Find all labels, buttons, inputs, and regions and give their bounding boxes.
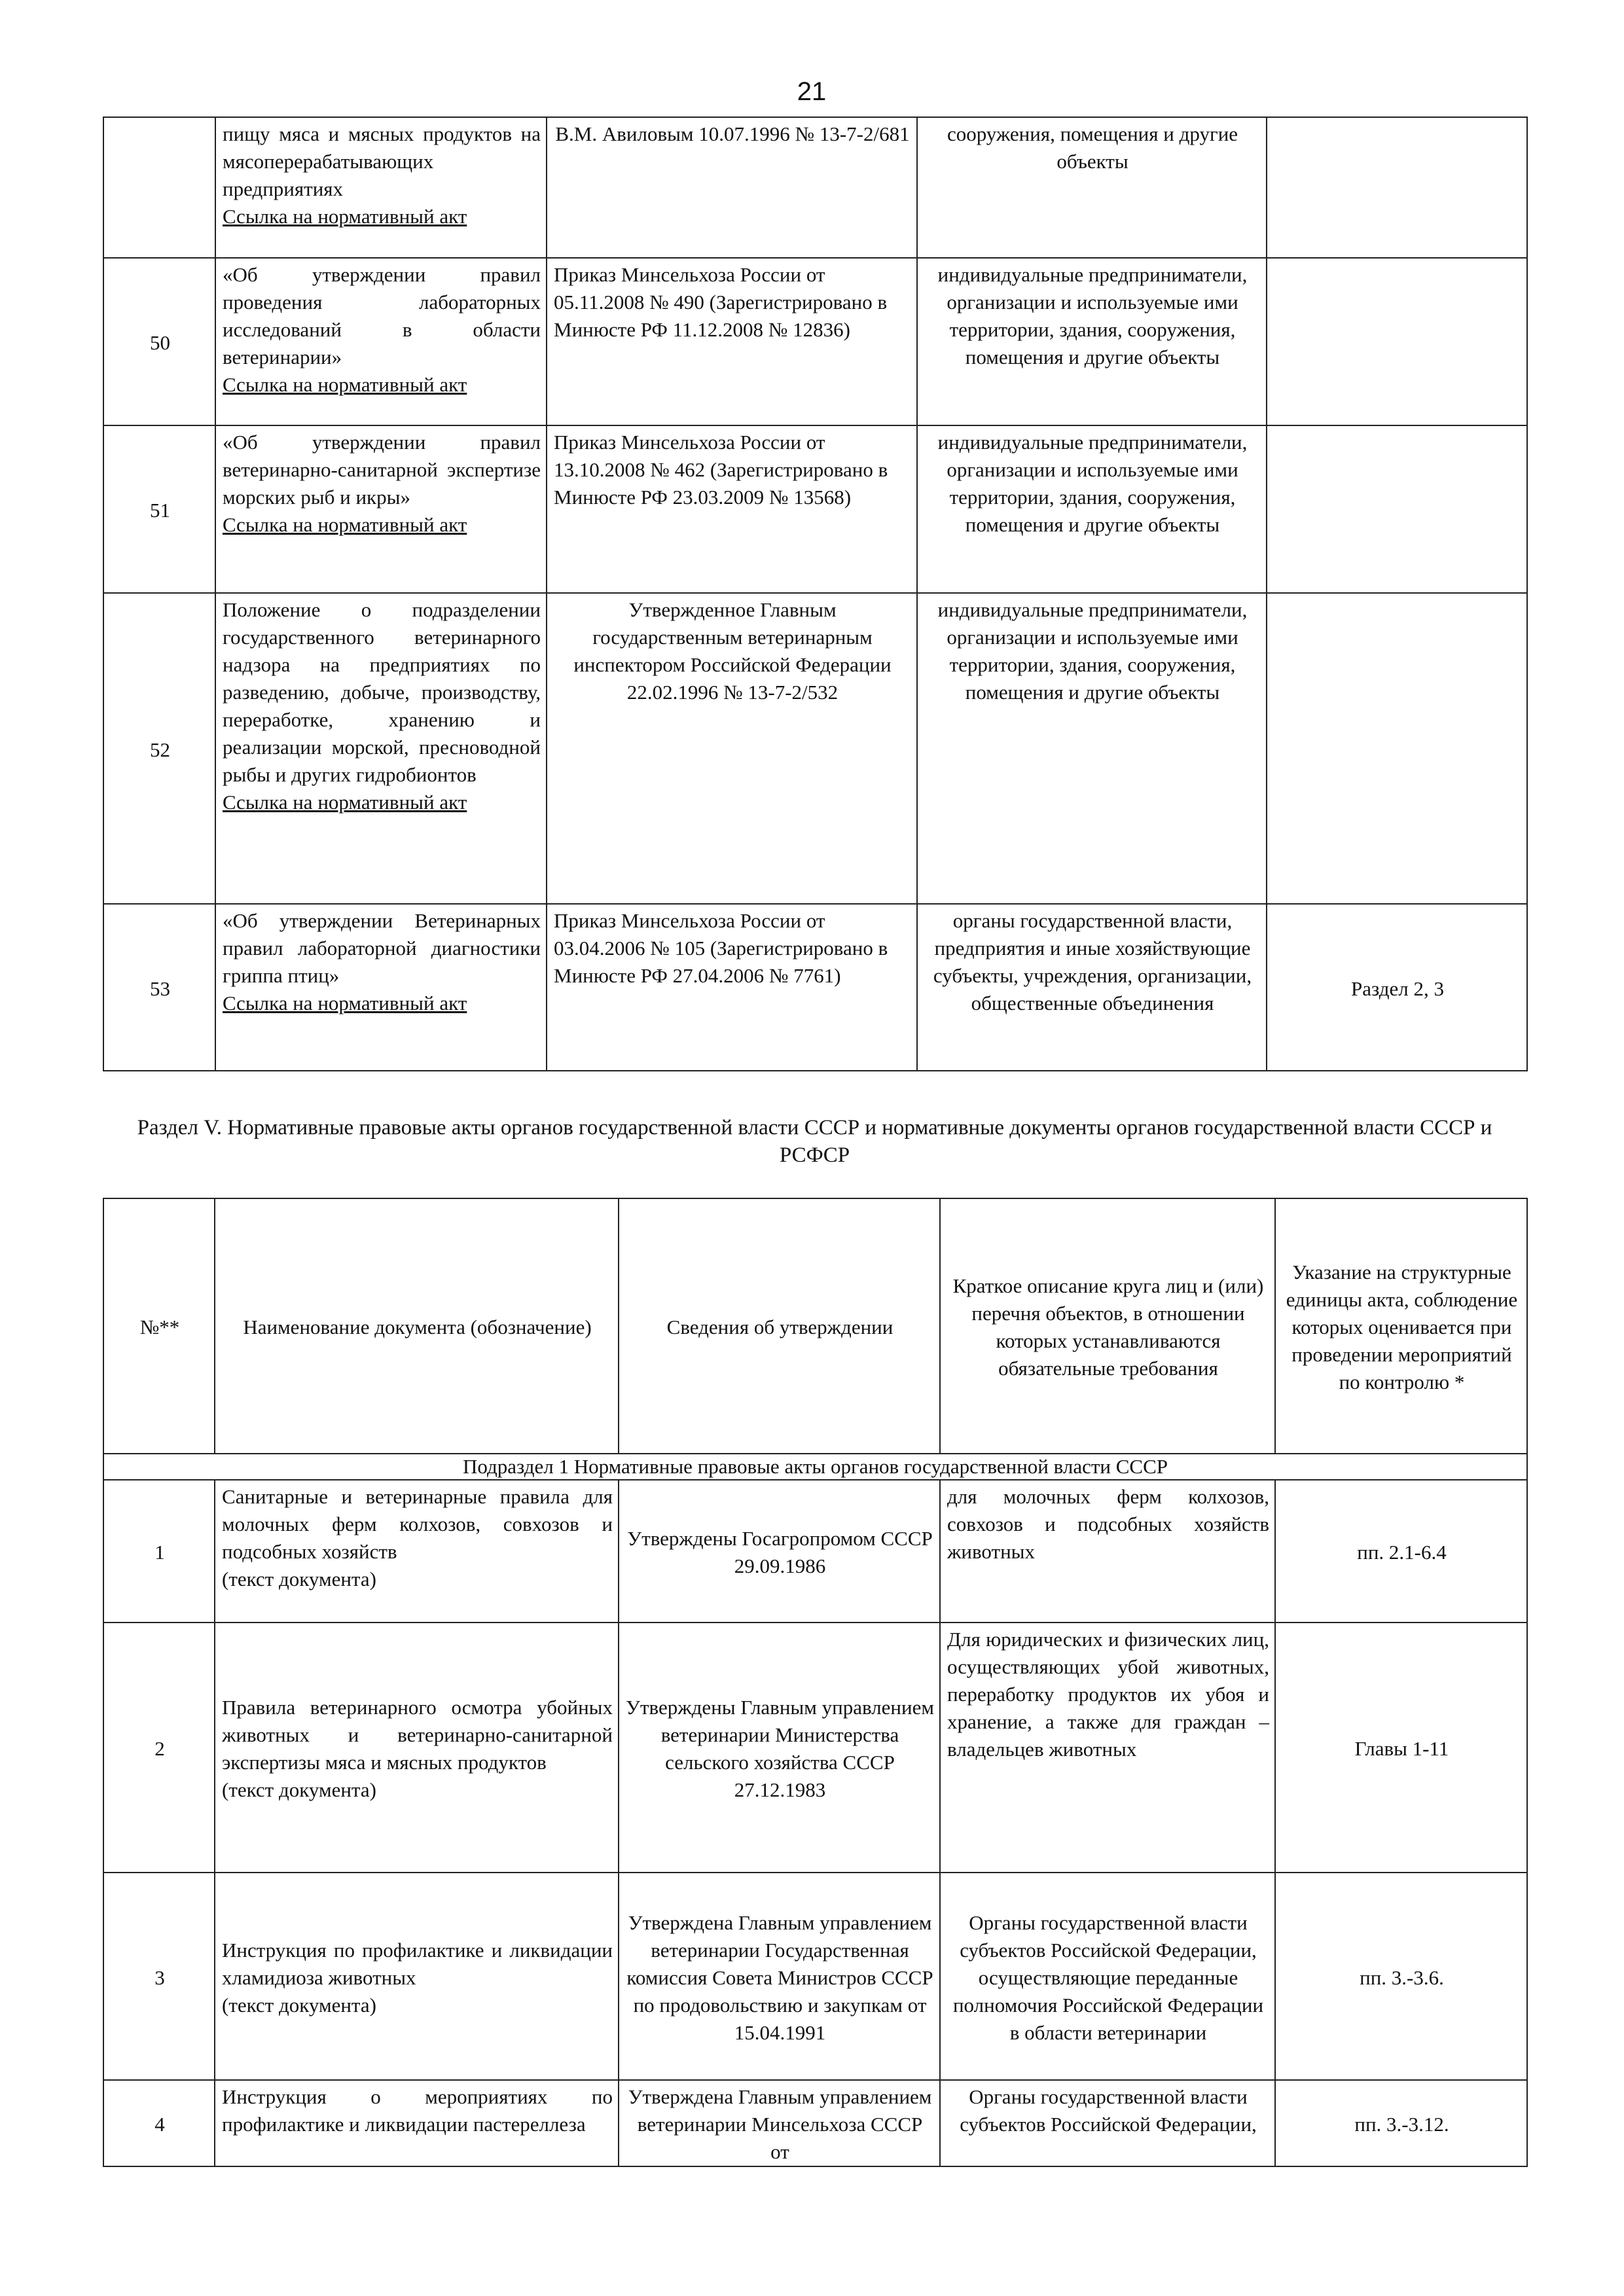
approval-info: Утверждены Госагропромом СССР 29.09.1986 bbox=[619, 1480, 940, 1623]
structural-units: пп. 2.1-6.4 bbox=[1275, 1480, 1527, 1623]
structural-units: Главы 1-11 bbox=[1275, 1623, 1527, 1873]
structural-units: Раздел 2, 3 bbox=[1267, 904, 1527, 1071]
subjects-description: сооружения, помещения и другие объекты bbox=[917, 117, 1267, 258]
document-name-cell bbox=[215, 1873, 619, 2080]
subjects-description: органы государственной власти, предприятия и иные хозяйствующие субъекты, учреждения, организации, общественные объединения bbox=[917, 904, 1267, 1071]
structural-units bbox=[1267, 593, 1527, 904]
row-number: 3 bbox=[103, 1873, 215, 2080]
document-name: Положение о подразделении государственного ветеринарного надзора на предприятиях по разведению, добыче, производству, переработке, хранению и реализации морской, пресноводной рыбы и других гидробионтов bbox=[223, 598, 541, 786]
document-text-label[interactable]: (текст документа) bbox=[222, 1993, 376, 2017]
row-number: 4 bbox=[103, 2080, 215, 2166]
page-number: 21 bbox=[797, 77, 827, 106]
document-name-cell bbox=[215, 1480, 619, 1623]
header-number: №** bbox=[103, 1198, 215, 1454]
table-row bbox=[103, 117, 1527, 258]
structural-units bbox=[1267, 117, 1527, 258]
act-link[interactable]: Ссылка на нормативный акт bbox=[223, 791, 467, 814]
document-name: Правила ветеринарного осмотра убойных животных и ветеринарно-санитарной экспертизы мяса и мясных продуктов bbox=[222, 1696, 613, 1774]
subjects-description: индивидуальные предприниматели, организации и используемые ими территории, здания, сооружения, помещения и другие объекты bbox=[917, 258, 1267, 425]
row-number: 2 bbox=[103, 1623, 215, 1873]
document-text-label[interactable]: (текст документа) bbox=[222, 1568, 376, 1590]
approval-info: В.М. Авиловым 10.07.1996 № 13-7-2/681 bbox=[547, 117, 917, 258]
document-name: «Об утверждении правил ветеринарно-санитарной экспертизе морских рыб и икры» bbox=[223, 431, 541, 509]
document-name: Инструкция о мероприятиях по профилактике и ликвидации пастереллеза bbox=[222, 2085, 613, 2136]
document-name-cell bbox=[215, 593, 547, 904]
structural-units bbox=[1267, 258, 1527, 425]
document-text-label[interactable]: (текст документа) bbox=[222, 1778, 376, 1801]
table-row bbox=[103, 425, 1527, 593]
table-row bbox=[103, 1623, 1527, 1873]
subsection-title: Подраздел 1 Нормативные правовые акты органов государственной власти СССР bbox=[103, 1454, 1527, 1480]
subjects-description: Органы государственной власти субъектов Российской Федерации, осуществляющие переданные полномочия Российской Федерации в области ветеринарии bbox=[940, 1873, 1275, 2080]
approval-info: Утвержденное Главным государственным ветеринарным инспектором Российской Федерации 22.02.1996 № 13-7-2/532 bbox=[547, 593, 917, 904]
subjects-description: для молочных ферм колхозов, совхозов и подсобных хозяйств животных bbox=[940, 1480, 1275, 1623]
approval-info: Утверждена Главным управлением ветеринарии Государственная комиссия Совета Министров СССР по продовольствию и закупкам от 15.04.1991 bbox=[619, 1873, 940, 2080]
act-link[interactable]: Ссылка на нормативный акт bbox=[223, 513, 467, 536]
structural-units bbox=[1267, 425, 1527, 593]
section-title: Раздел V. Нормативные правовые акты органов государственной власти СССР и нормативные документы органов государственной власти СССР и РСФСР bbox=[137, 1116, 1492, 1167]
act-link[interactable]: Ссылка на нормативный акт bbox=[223, 992, 467, 1014]
row-number: 52 bbox=[103, 593, 215, 904]
document-name-cell bbox=[215, 258, 547, 425]
approval-info: Приказ Минсельхоза России от 13.10.2008 № 462 (Зарегистрировано в Минюсте РФ 23.03.2009 № 13568) bbox=[547, 425, 917, 593]
header-approval: Сведения об утверждении bbox=[619, 1198, 940, 1454]
approval-info: Приказ Минсельхоза России от 05.11.2008 № 490 (Зарегистрировано в Минюсте РФ 11.12.2008 № 12836) bbox=[547, 258, 917, 425]
table-row bbox=[103, 2080, 1527, 2166]
document-name-cell bbox=[215, 904, 547, 1071]
table-row bbox=[103, 1480, 1527, 1623]
row-number: 50 bbox=[103, 258, 215, 425]
ussr-acts-table bbox=[103, 1198, 1528, 2167]
document-name-cell bbox=[215, 1623, 619, 1873]
row-number: 1 bbox=[103, 1480, 215, 1623]
document-name: Санитарные и ветеринарные правила для молочных ферм колхозов, совхозов и подсобных хозяйств bbox=[222, 1485, 613, 1563]
approval-info: Утверждены Главным управлением ветеринарии Министерства сельского хозяйства СССР 27.12.1983 bbox=[619, 1623, 940, 1873]
table-row bbox=[103, 1873, 1527, 2080]
acts-table-continuation bbox=[103, 117, 1528, 1071]
document-name-cell bbox=[215, 2080, 619, 2166]
table-row bbox=[103, 593, 1527, 904]
header-document-name: Наименование документа (обозначение) bbox=[215, 1198, 619, 1454]
document-name: «Об утверждении правил проведения лабораторных исследований в области ветеринарии» bbox=[223, 263, 541, 368]
subsection-row bbox=[103, 1454, 1527, 1480]
table-header-row bbox=[103, 1198, 1527, 1454]
header-subjects: Краткое описание круга лиц и (или) перечня объектов, в отношении которых устанавливаются обязательные требования bbox=[940, 1198, 1275, 1454]
row-number: 51 bbox=[103, 425, 215, 593]
structural-units: пп. 3.-3.6. bbox=[1275, 1873, 1527, 2080]
table-row bbox=[103, 258, 1527, 425]
subjects-description: Для юридических и физических лиц, осуществляющих убой животных, переработку продуктов их убоя и хранение, а также для граждан – владельцев животных bbox=[940, 1623, 1275, 1873]
table-row bbox=[103, 904, 1527, 1071]
document-name-cell bbox=[215, 117, 547, 258]
document-name: Инструкция по профилактике и ликвидации хламидиоза животных bbox=[222, 1938, 613, 1989]
structural-units: пп. 3.-3.12. bbox=[1275, 2080, 1527, 2166]
row-number bbox=[103, 117, 215, 258]
approval-info: Приказ Минсельхоза России от 03.04.2006 № 105 (Зарегистрировано в Минюсте РФ 27.04.2006 № 7761) bbox=[547, 904, 917, 1071]
subjects-description: индивидуальные предприниматели, организации и используемые ими территории, здания, сооружения, помещения и другие объекты bbox=[917, 425, 1267, 593]
document-name-cell bbox=[215, 425, 547, 593]
subjects-description: индивидуальные предприниматели, организации и используемые ими территории, здания, сооружения, помещения и другие объекты bbox=[917, 593, 1267, 904]
subjects-description: Органы государственной власти субъектов Российской Федерации, bbox=[940, 2080, 1275, 2166]
approval-info: Утверждена Главным управлением ветеринарии Минсельхоза СССР от bbox=[619, 2080, 940, 2166]
document-name: «Об утверждении Ветеринарных правил лабораторной диагностики гриппа птиц» bbox=[223, 909, 541, 987]
document-name: пищу мяса и мясных продуктов на мясоперерабатывающих предприятиях bbox=[223, 122, 541, 200]
act-link[interactable]: Ссылка на нормативный акт bbox=[223, 373, 467, 396]
row-number: 53 bbox=[103, 904, 215, 1071]
header-structural-units: Указание на структурные единицы акта, соблюдение которых оценивается при проведении мероприятий по контролю * bbox=[1275, 1198, 1527, 1454]
act-link[interactable]: Ссылка на нормативный акт bbox=[223, 205, 467, 228]
